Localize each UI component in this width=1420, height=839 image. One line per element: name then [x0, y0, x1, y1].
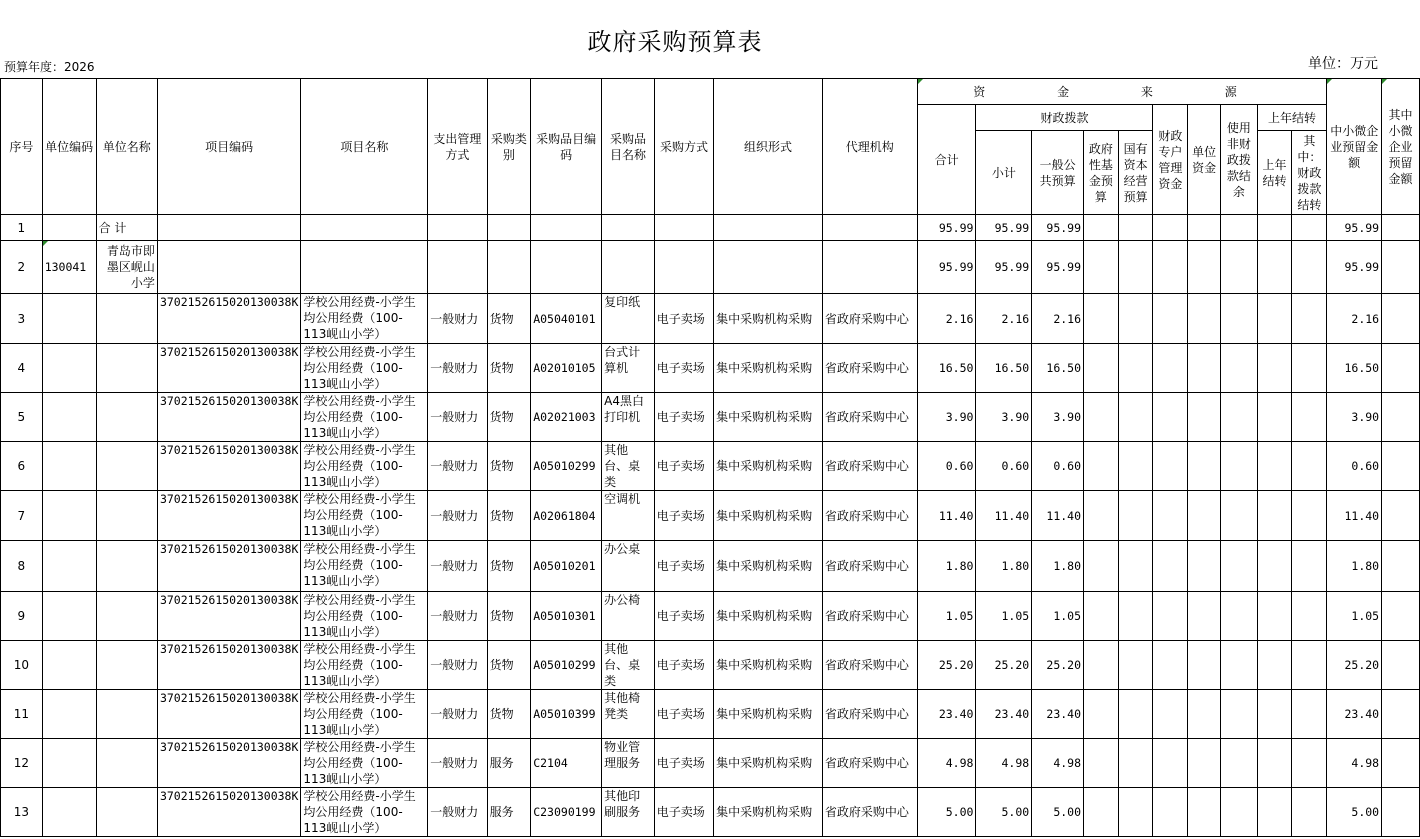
cell-general: 95.99 [1032, 241, 1084, 294]
cell-seq: 10 [1, 641, 43, 690]
header-project-name: 项目名称 [301, 79, 428, 215]
cell-sme: 1.80 [1327, 541, 1382, 592]
header-sme-reserved: 中小微企业预留金额 [1327, 79, 1382, 215]
cell-sme: 95.99 [1327, 215, 1382, 241]
table-row [1, 592, 1420, 641]
cell-item-name: 物业管理服务 [602, 739, 655, 788]
unit-label: 单位：万元 [1308, 56, 1378, 72]
cell-agency: 省政府采购中心 [822, 393, 917, 442]
cell-general: 11.40 [1032, 491, 1084, 541]
cell-project-code: 3702152615020130038K [157, 393, 300, 442]
cell-org-form: 集中采购机构采购 [714, 641, 823, 690]
cell-seq: 11 [1, 690, 43, 739]
cell-category: 货物 [487, 541, 531, 592]
cell-sme: 11.40 [1327, 491, 1382, 541]
cell-total: 1.05 [917, 592, 976, 641]
cell-subtotal: 3.90 [976, 393, 1032, 442]
cell-item-code: A02010105 [531, 344, 602, 393]
cell-project-name: 学校公用经费-小学生均公用经费（100-113岘山小学） [301, 739, 428, 788]
cell-agency: 省政府采购中心 [822, 294, 917, 344]
cell-purchase-method: 电子卖场 [654, 690, 713, 739]
cell-subtotal: 16.50 [976, 344, 1032, 393]
cell-purchase-method: 电子卖场 [654, 294, 713, 344]
header-total: 合计 [917, 105, 976, 215]
cell-agency: 省政府采购中心 [822, 344, 917, 393]
cell-item-name: 办公桌 [602, 541, 655, 592]
cell-item-name: 空调机 [602, 491, 655, 541]
header-unit-code: 单位编码 [42, 79, 96, 215]
cell-org-form: 集中采购机构采购 [714, 393, 823, 442]
cell-org-form: 集中采购机构采购 [714, 739, 823, 788]
table-row [1, 739, 1420, 788]
table-row [1, 393, 1420, 442]
header-item-code: 采购品目编码 [531, 79, 602, 215]
cell-item-name: 复印纸 [602, 294, 655, 344]
cell-seq: 1 [1, 215, 43, 241]
header-small-micro-reserved: 其中小微企业预留金额 [1382, 79, 1420, 215]
cell-purchase-method: 电子卖场 [654, 592, 713, 641]
procurement-budget-table [0, 78, 1420, 837]
cell-subtotal: 95.99 [976, 215, 1032, 241]
cell-general: 5.00 [1032, 788, 1084, 837]
cell-subtotal: 2.16 [976, 294, 1032, 344]
cell-org-form: 集中采购机构采购 [714, 344, 823, 393]
cell-general: 2.16 [1032, 294, 1084, 344]
header-expense-method: 支出管理方式 [428, 79, 487, 215]
cell-total: 2.16 [917, 294, 976, 344]
cell-agency: 省政府采购中心 [822, 442, 917, 491]
cell-project-code: 3702152615020130038K [157, 690, 300, 739]
budget-year-label: 预算年度：2026 [4, 60, 95, 74]
cell-item-code: A05040101 [531, 294, 602, 344]
cell-subtotal: 4.98 [976, 739, 1032, 788]
cell-project-code: 3702152615020130038K [157, 541, 300, 592]
cell-category: 服务 [487, 788, 531, 837]
cell-total: 1.80 [917, 541, 976, 592]
header-project-code: 项目编码 [157, 79, 300, 215]
cell-general: 23.40 [1032, 690, 1084, 739]
table-row-sum [1, 215, 1420, 241]
cell-org-form: 集中采购机构采购 [714, 442, 823, 491]
header-category: 采购类别 [487, 79, 531, 215]
cell-project-name: 学校公用经费-小学生均公用经费（100-113岘山小学） [301, 294, 428, 344]
cell-purchase-method: 电子卖场 [654, 641, 713, 690]
cell-item-code: C23090199 [531, 788, 602, 837]
cell-expense-method: 一般财力 [428, 641, 487, 690]
cell-subtotal: 23.40 [976, 690, 1032, 739]
cell-org-form: 集中采购机构采购 [714, 294, 823, 344]
table-row [1, 641, 1420, 690]
cell-expense-method: 一般财力 [428, 592, 487, 641]
cell-subtotal: 95.99 [976, 241, 1032, 294]
cell-purchase-method: 电子卖场 [654, 393, 713, 442]
cell-expense-method: 一般财力 [428, 442, 487, 491]
cell-project-code: 3702152615020130038K [157, 344, 300, 393]
funding-source-label: 资 金 来 源 [973, 84, 1271, 99]
cell-seq: 5 [1, 393, 43, 442]
cell-category: 货物 [487, 294, 531, 344]
cell-total: 4.98 [917, 739, 976, 788]
header-state-capital: 国有资本经营预算 [1118, 131, 1153, 215]
cell-category: 货物 [487, 393, 531, 442]
cell-sme: 1.05 [1327, 592, 1382, 641]
cell-subtotal: 25.20 [976, 641, 1032, 690]
cell-org-form: 集中采购机构采购 [714, 592, 823, 641]
cell-purchase-method: 电子卖场 [654, 344, 713, 393]
cell-subtotal: 0.60 [976, 442, 1032, 491]
cell-subtotal: 5.00 [976, 788, 1032, 837]
cell-expense-method: 一般财力 [428, 294, 487, 344]
cell-project-code: 3702152615020130038K [157, 491, 300, 541]
header-funding-source [917, 79, 1327, 105]
cell-project-name: 学校公用经费-小学生均公用经费（100-113岘山小学） [301, 491, 428, 541]
header-unit-fund: 单位资金 [1188, 105, 1221, 215]
cell-project-name: 学校公用经费-小学生均公用经费（100-113岘山小学） [301, 592, 428, 641]
cell-category: 服务 [487, 739, 531, 788]
cell-agency: 省政府采购中心 [822, 788, 917, 837]
cell-general: 95.99 [1032, 215, 1084, 241]
cell-expense-method: 一般财力 [428, 541, 487, 592]
cell-general: 16.50 [1032, 344, 1084, 393]
cell-project-code: 3702152615020130038K [157, 294, 300, 344]
cell-seq: 3 [1, 294, 43, 344]
cell-total: 16.50 [917, 344, 976, 393]
cell-item-name: 其他台、桌类 [602, 442, 655, 491]
cell-sme: 5.00 [1327, 788, 1382, 837]
cell-purchase-method: 电子卖场 [654, 788, 713, 837]
cell-total: 11.40 [917, 491, 976, 541]
cell-project-name: 学校公用经费-小学生均公用经费（100-113岘山小学） [301, 442, 428, 491]
cell-sme: 4.98 [1327, 739, 1382, 788]
cell-seq: 12 [1, 739, 43, 788]
cell-expense-method: 一般财力 [428, 690, 487, 739]
header-seq: 序号 [1, 79, 43, 215]
cell-expense-method: 一般财力 [428, 491, 487, 541]
cell-project-code: 3702152615020130038K [157, 592, 300, 641]
cell-seq: 13 [1, 788, 43, 837]
cell-general: 25.20 [1032, 641, 1084, 690]
cell-item-code: A05010399 [531, 690, 602, 739]
cell-seq: 4 [1, 344, 43, 393]
cell-seq: 7 [1, 491, 43, 541]
header-gov-fund: 政府性基金预算 [1084, 131, 1119, 215]
cell-expense-method: 一般财力 [428, 344, 487, 393]
cell-item-code: A05010201 [531, 541, 602, 592]
cell-agency: 省政府采购中心 [822, 592, 917, 641]
cell-agency: 省政府采购中心 [822, 541, 917, 592]
table-row [1, 491, 1420, 541]
cell-total: 95.99 [917, 215, 976, 241]
cell-project-name: 学校公用经费-小学生均公用经费（100-113岘山小学） [301, 541, 428, 592]
cell-expense-method: 一般财力 [428, 788, 487, 837]
cell-seq: 2 [1, 241, 43, 294]
cell-item-name: 台式计算机 [602, 344, 655, 393]
cell-purchase-method: 电子卖场 [654, 442, 713, 491]
cell-sme: 0.60 [1327, 442, 1382, 491]
cell-sme: 23.40 [1327, 690, 1382, 739]
cell-project-name: 学校公用经费-小学生均公用经费（100-113岘山小学） [301, 641, 428, 690]
cell-subtotal: 1.80 [976, 541, 1032, 592]
cell-unit-name: 青岛市即墨区岘山小学 [96, 241, 157, 294]
cell-project-name: 学校公用经费-小学生均公用经费（100-113岘山小学） [301, 393, 428, 442]
header-unit-name: 单位名称 [96, 79, 157, 215]
cell-subtotal: 1.05 [976, 592, 1032, 641]
cell-item-name: 其他椅凳类 [602, 690, 655, 739]
cell-project-code: 3702152615020130038K [157, 788, 300, 837]
header-general-budget: 一般公共预算 [1032, 131, 1084, 215]
cell-sme: 2.16 [1327, 294, 1382, 344]
cell-project-name: 学校公用经费-小学生均公用经费（100-113岘山小学） [301, 344, 428, 393]
cell-general: 1.80 [1032, 541, 1084, 592]
header-non-fiscal-balance: 使用非财政拨款结余 [1220, 105, 1257, 215]
cell-total: 23.40 [917, 690, 976, 739]
table-row [1, 541, 1420, 592]
cell-purchase-method: 电子卖场 [654, 491, 713, 541]
cell-total: 25.20 [917, 641, 976, 690]
cell-sme: 95.99 [1327, 241, 1382, 294]
table-row [1, 344, 1420, 393]
header-prev-fiscal-carry: 其中：财政拨款结转 [1292, 131, 1327, 215]
cell-item-code: A02061804 [531, 491, 602, 541]
cell-seq: 8 [1, 541, 43, 592]
table-row [1, 788, 1420, 837]
cell-project-code: 3702152615020130038K [157, 641, 300, 690]
table-row [1, 442, 1420, 491]
cell-total: 95.99 [917, 241, 976, 294]
cell-item-code: A05010299 [531, 442, 602, 491]
cell-item-code: A05010301 [531, 592, 602, 641]
header-prev-carry-sub: 上年结转 [1257, 131, 1292, 215]
cell-agency: 省政府采购中心 [822, 641, 917, 690]
table-row [1, 690, 1420, 739]
cell-total: 3.90 [917, 393, 976, 442]
cell-item-code: A02021003 [531, 393, 602, 442]
cell-sme: 16.50 [1327, 344, 1382, 393]
cell-expense-method: 一般财力 [428, 739, 487, 788]
cell-unit-code: 130041 [42, 241, 96, 294]
cell-general: 4.98 [1032, 739, 1084, 788]
cell-item-name: 其他印刷服务 [602, 788, 655, 837]
cell-agency: 省政府采购中心 [822, 690, 917, 739]
cell-category: 货物 [487, 690, 531, 739]
cell-general: 0.60 [1032, 442, 1084, 491]
cell-sme: 25.20 [1327, 641, 1382, 690]
cell-agency: 省政府采购中心 [822, 739, 917, 788]
cell-total: 5.00 [917, 788, 976, 837]
cell-category: 货物 [487, 592, 531, 641]
cell-agency: 省政府采购中心 [822, 491, 917, 541]
cell-sum-label: 合 计 [96, 215, 157, 241]
cell-category: 货物 [487, 641, 531, 690]
cell-category: 货物 [487, 344, 531, 393]
cell-general: 1.05 [1032, 592, 1084, 641]
cell-category: 货物 [487, 491, 531, 541]
cell-org-form: 集中采购机构采购 [714, 788, 823, 837]
cell-item-code: C2104 [531, 739, 602, 788]
header-org-form: 组织形式 [714, 79, 823, 215]
table-row-unit [1, 241, 1420, 294]
cell-project-name: 学校公用经费-小学生均公用经费（100-113岘山小学） [301, 788, 428, 837]
cell-total: 0.60 [917, 442, 976, 491]
cell-org-form: 集中采购机构采购 [714, 541, 823, 592]
cell-seq: 9 [1, 592, 43, 641]
cell-item-code: A05010299 [531, 641, 602, 690]
cell-org-form: 集中采购机构采购 [714, 491, 823, 541]
cell-item-name: A4黑白打印机 [602, 393, 655, 442]
header-fiscal: 财政拨款 [976, 105, 1153, 131]
cell-general: 3.90 [1032, 393, 1084, 442]
cell-category: 货物 [487, 442, 531, 491]
header-subtotal: 小计 [976, 131, 1032, 215]
cell-org-form: 集中采购机构采购 [714, 690, 823, 739]
cell-purchase-method: 电子卖场 [654, 739, 713, 788]
cell-sme: 3.90 [1327, 393, 1382, 442]
header-agency: 代理机构 [822, 79, 917, 215]
cell-project-code: 3702152615020130038K [157, 442, 300, 491]
cell-purchase-method: 电子卖场 [654, 541, 713, 592]
cell-item-name: 办公椅 [602, 592, 655, 641]
cell-expense-method: 一般财力 [428, 393, 487, 442]
header-prev-carry: 上年结转 [1257, 105, 1327, 131]
header-purchase-method: 采购方式 [654, 79, 713, 215]
cell-project-code: 3702152615020130038K [157, 739, 300, 788]
cell-subtotal: 11.40 [976, 491, 1032, 541]
cell-seq: 6 [1, 442, 43, 491]
table-row [1, 294, 1420, 344]
cell-item-name: 其他台、桌类 [602, 641, 655, 690]
page-title: 政府采购预算表 [587, 28, 763, 56]
header-item-name: 采购品目名称 [602, 79, 655, 215]
header-special-account: 财政专户管理资金 [1153, 105, 1188, 215]
cell-project-name: 学校公用经费-小学生均公用经费（100-113岘山小学） [301, 690, 428, 739]
